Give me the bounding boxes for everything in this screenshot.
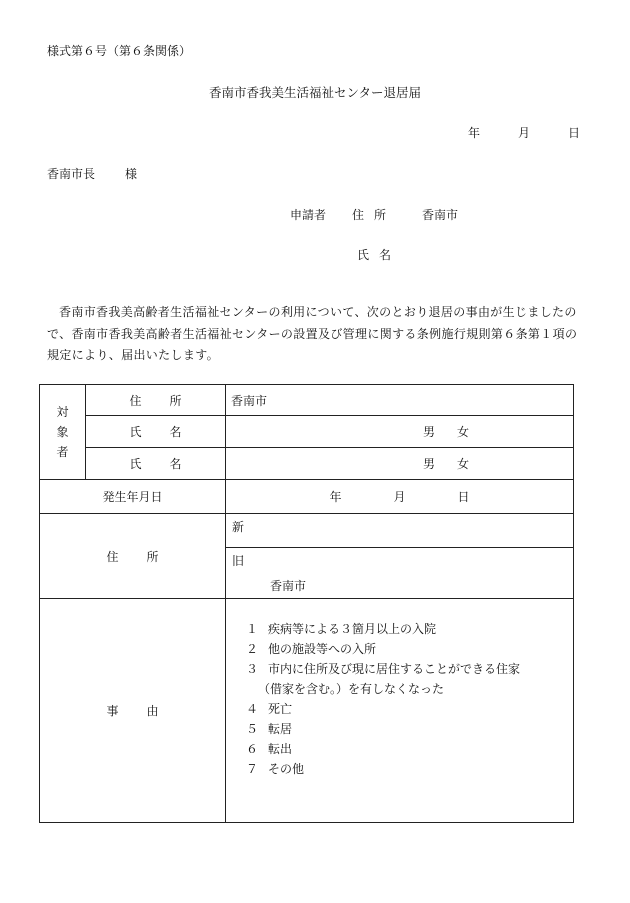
- new-address-label: 新: [232, 520, 245, 534]
- reason-item-4[interactable]: ４ 死亡: [246, 702, 293, 716]
- date-year: 年: [467, 126, 480, 140]
- reason-item-6[interactable]: ６ 転出: [246, 742, 293, 756]
- body-paragraph: 香南市香我美高齢者生活福祉センターの利用について、次のとおり退居の事由が生じましたので、香南市香我美高齢者生活福祉センターの設置及び管理に関する条例施行規則第６条第１項の規定により、届出いたします。: [47, 305, 578, 362]
- withdrawal-form-table: [39, 384, 574, 823]
- reason-item-1[interactable]: １ 疾病等による３箇月以上の入院: [246, 622, 437, 636]
- reason-list: [226, 599, 574, 823]
- sex-male-option[interactable]: 男: [422, 425, 435, 439]
- date-month: 月: [517, 126, 530, 140]
- reason-label: 事由: [40, 599, 226, 823]
- subject-person-header: 対 象 者: [40, 385, 86, 480]
- old-address-label: 旧: [232, 554, 245, 568]
- reason-item-7[interactable]: ７ その他: [246, 762, 305, 776]
- applicant-address-value[interactable]: 香南市: [422, 208, 459, 222]
- old-address-value: 香南市: [270, 579, 307, 593]
- sex-male-option[interactable]: 男: [422, 457, 435, 471]
- subject-name-field-1[interactable]: [226, 416, 574, 448]
- reason-item-5[interactable]: ５ 転居: [246, 722, 293, 736]
- subject-name-label-2: 氏名: [86, 448, 226, 480]
- subject-name-field-2[interactable]: [226, 448, 574, 480]
- subject-name-label-1: 氏名: [86, 416, 226, 448]
- addressee: [47, 165, 137, 182]
- date-day: 日: [567, 126, 580, 140]
- applicant-address-label: 住所: [352, 208, 397, 222]
- addressee-honorific: 様: [125, 167, 138, 181]
- occurrence-date-label: 発生年月日: [40, 480, 226, 514]
- applicant-role: 申請者: [290, 208, 327, 222]
- residence-label: 住所: [40, 514, 226, 599]
- reason-item-3[interactable]: ３ 市内に住所及び現に居住することができる住家: [246, 662, 521, 676]
- reason-item-3-continued: （借家を含む。）を有しなくなった: [258, 682, 445, 696]
- reason-item-2[interactable]: ２ 他の施設等への入所: [246, 642, 377, 656]
- sex-female-option[interactable]: 女: [456, 425, 469, 439]
- applicant-address-line: [290, 206, 458, 223]
- form-number: 様式第６号（第６条関係）: [47, 44, 192, 58]
- old-address-field[interactable]: [226, 548, 574, 599]
- occurrence-date-field[interactable]: 年 月 日: [226, 480, 574, 514]
- applicant-name-label: 氏名: [357, 248, 402, 262]
- sex-female-option[interactable]: 女: [456, 457, 469, 471]
- subject-address-label: 住所: [86, 385, 226, 416]
- new-address-field[interactable]: [226, 514, 574, 548]
- submission-date: [468, 124, 580, 141]
- addressee-name: 香南市長: [47, 167, 96, 181]
- page-title: 香南市香我美生活福祉センター退居届: [208, 85, 421, 100]
- subject-address-field[interactable]: 香南市: [226, 385, 574, 416]
